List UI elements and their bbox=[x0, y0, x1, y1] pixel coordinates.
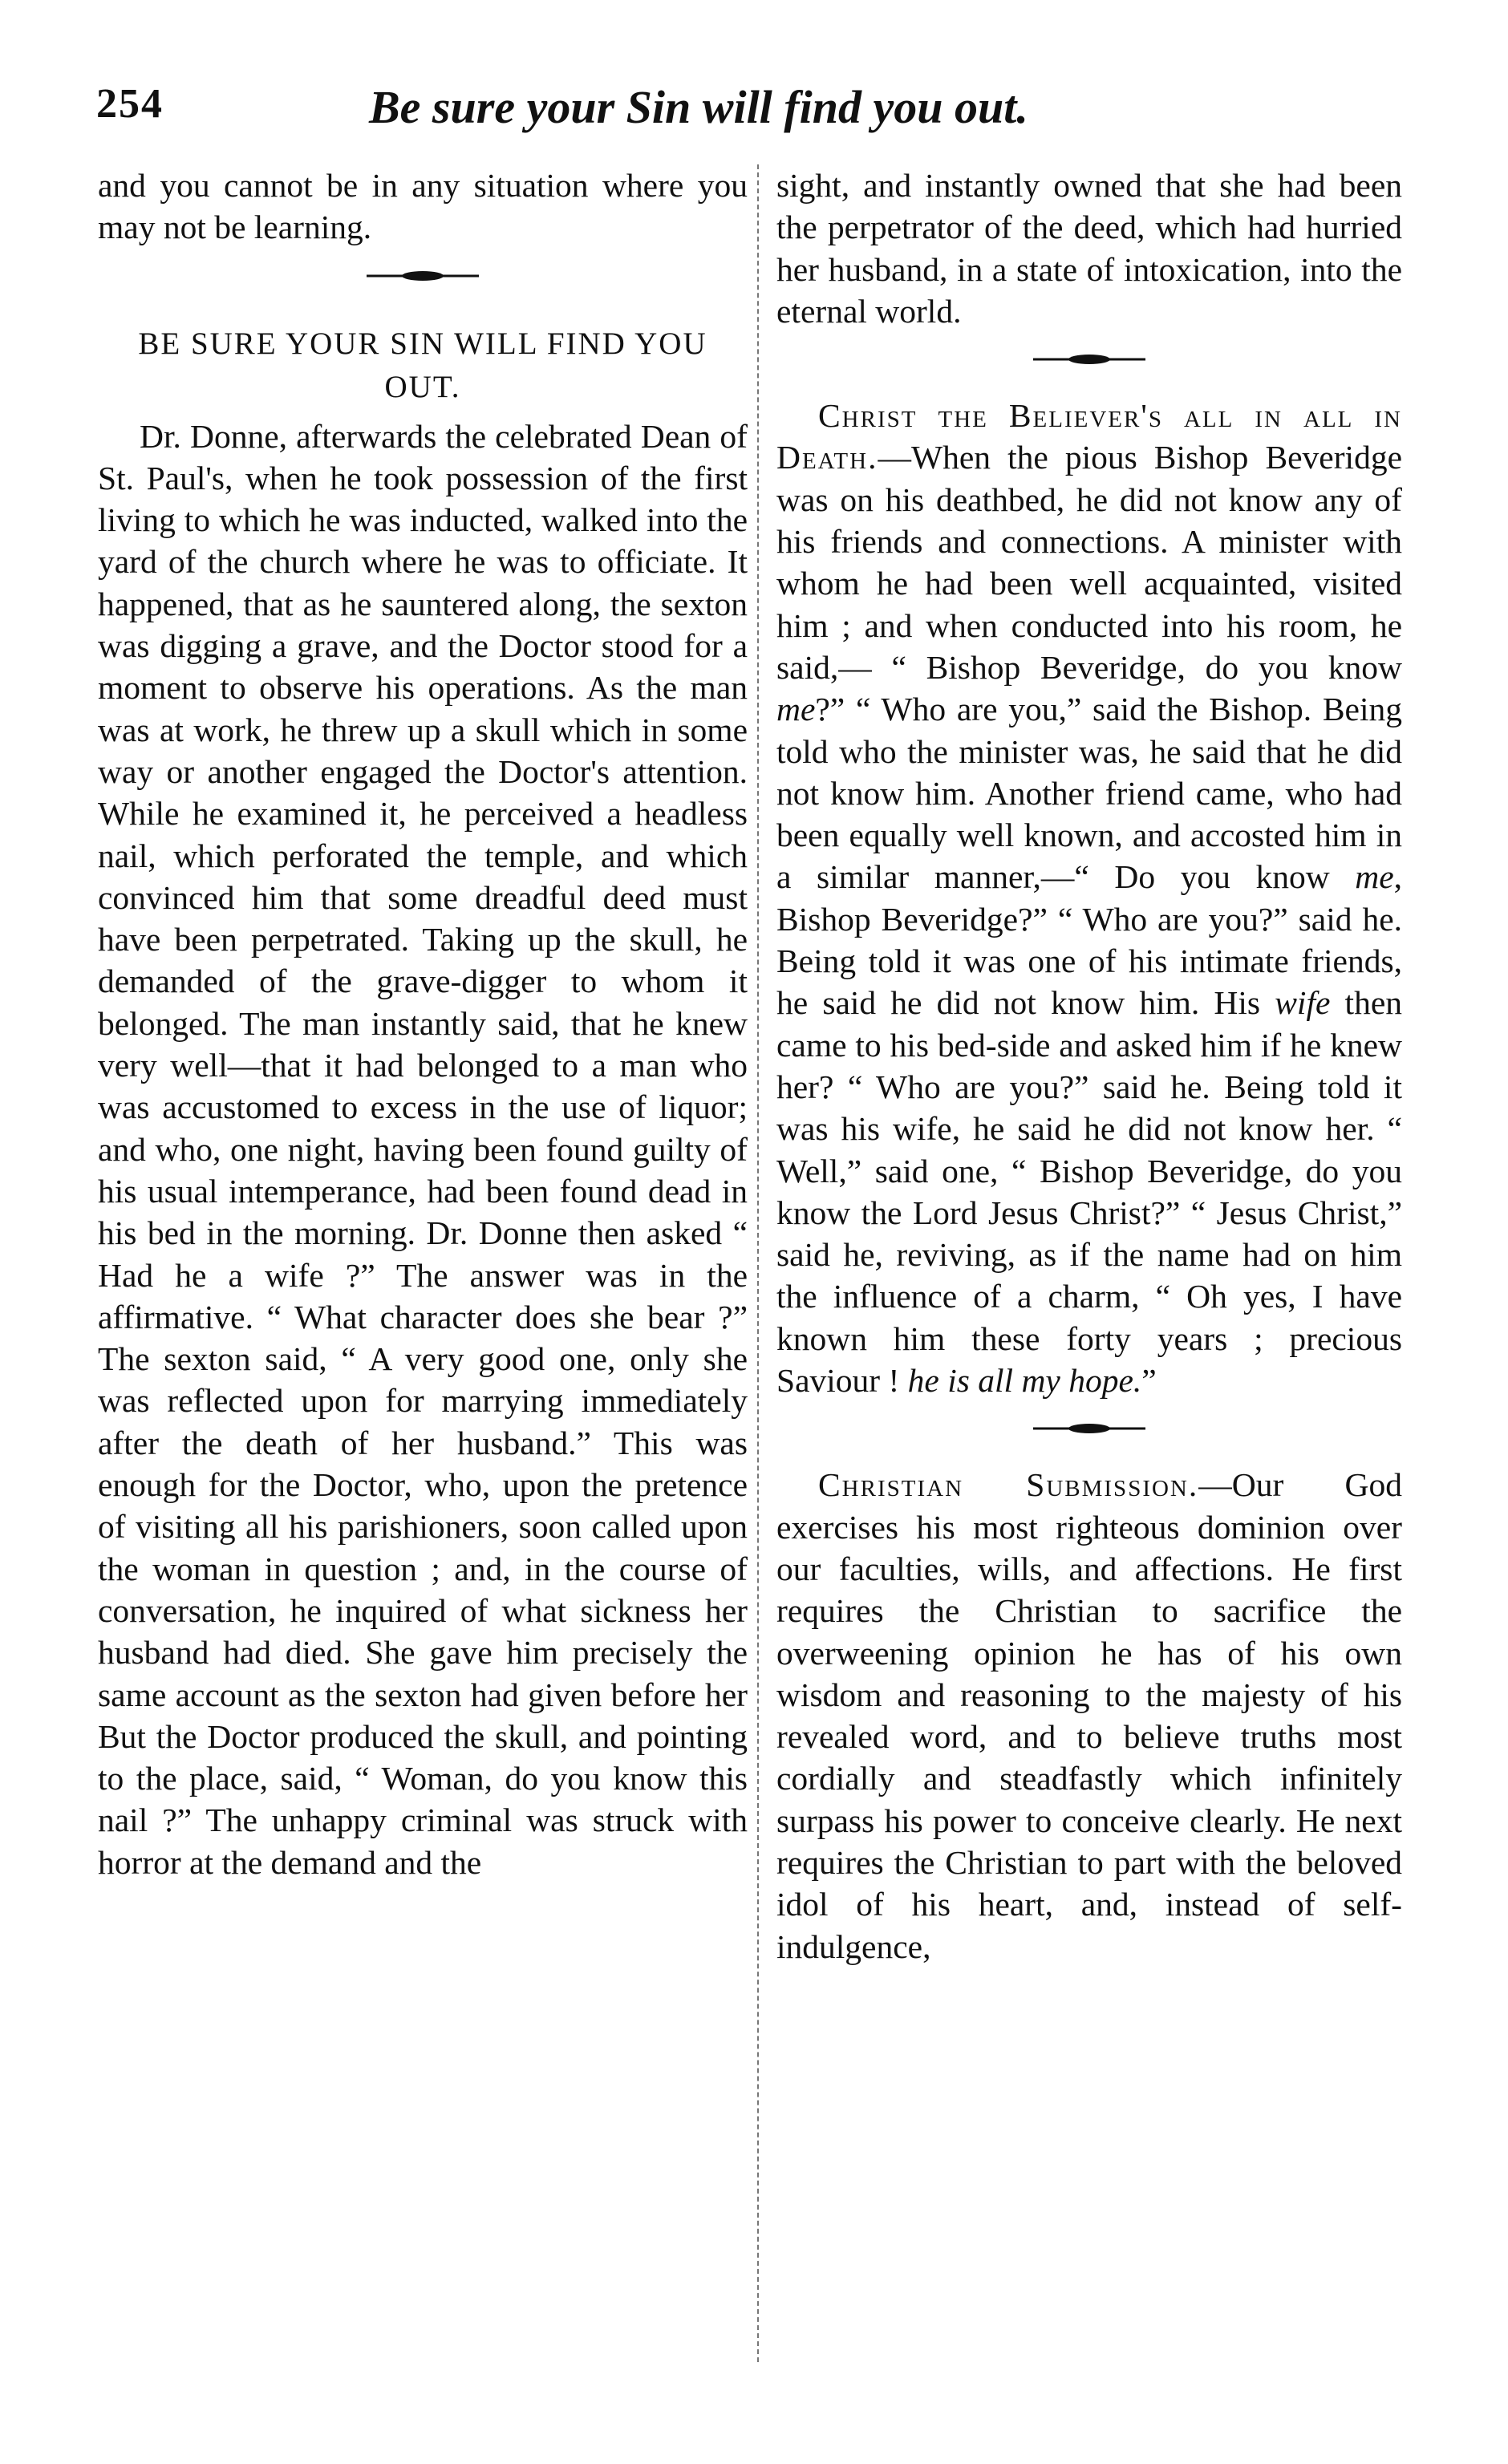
article-body: —When the pious Bishop Beveridge was on his deathbed, he did not know any of his friends and connections. A minister with whom he had been well acquainted, visited him ; and when conducted into his room, he said,— “ Bishop Beveridge, do you know bbox=[776, 439, 1402, 686]
article-body: then came to his bed-side and asked him if he knew her? “ Who are you?” said he. Being told it was his wife, he said he did not know her. “ Well,” said one, “ Bishop Beveridge, do you know the Lord Jesus Christ?” “ Jesus Christ,” said he, reviving, as if the name had on him the influence of a charm, “ Oh yes, I have known him these forty years ; precious Saviour ! bbox=[776, 984, 1403, 1400]
column-divider bbox=[757, 164, 759, 2362]
article-title: Christian Submission. bbox=[818, 1466, 1199, 1504]
left-continuation-text: and you cannot be in any situation where you may not be learning. bbox=[98, 167, 748, 246]
emphasis-text: wife bbox=[1275, 984, 1331, 1022]
section-ornament bbox=[776, 332, 1402, 395]
section-ornament bbox=[776, 1401, 1402, 1464]
article-body: , Bishop Beveridge?” “ Who are you?” said he. Being told it was one of his intimate friends, he said he did not know him. His bbox=[776, 858, 1402, 1022]
article-paragraph bbox=[776, 1464, 1402, 1968]
left-column bbox=[98, 164, 748, 1883]
right-column bbox=[776, 164, 1402, 1968]
page-number: 254 bbox=[96, 81, 164, 127]
article-body: Dr. Donne, afterwards the celebrated Dean of St. Paul's, when he took possession of the first living to which he was inducted, walked into the yard of the church where he was to officiate. It happened, that as he sauntered along, the sexton was digging a grave, and the Doctor stood for a moment to observe his operations. As the man was at work, he threw up a skull which in some way or another engaged the Doctor's attention. While he examined it, he perceived a headless nail, which perforated the temple, and which convinced him that some dreadful deed must have been perpetrated. Taking up the skull, he demanded of the grave-digger to whom it belonged. The man instantly said, that he knew very well—that it had belonged to a man who was accustomed to excess in the use of liquor; and who, one night, having been found guilty of his usual intemperance, had been found dead in his bed in the morning. Dr. Donne then asked “ Had he a wife ?” The answer was in the affirmative. “ What character does she bear ?” The sexton said, “ A very good one, only she was reflected upon for marrying immediately after the death of her husband.” This was enough for the Doctor, who, upon the pretence of visiting all his parishioners, soon called upon the woman in question ; and, in the course of conversation, he inquired of what sickness her husband had died. She gave him precisely the same account as the sexton had given before her But the Doctor produced the skull, and pointing to the place, said, “ Woman, do you know this nail ?” The unhappy criminal was struck with horror at the demand and the bbox=[98, 417, 748, 1881]
section-ornament bbox=[98, 249, 748, 311]
emphasis-text: he is all my hope. bbox=[907, 1362, 1142, 1400]
right-continuation-text: sight, and instantly owned that she had been the perpetrator of the deed, which had hurried her husband, in a state of intoxication, into the eternal world. bbox=[776, 167, 1402, 330]
ornament-rule-icon bbox=[1033, 1422, 1145, 1435]
article-title: BE SURE YOUR SIN WILL FIND YOU OUT. bbox=[138, 326, 707, 404]
running-title: Be sure your Sin will find you out. bbox=[369, 81, 1028, 133]
article-body: ?” “ Who are you,” said the Bishop. Being told who the minister was, he said that he did not know him. Another friend came, who had been equally well known, and accosted him in a similar manner,—“ Do you know bbox=[776, 691, 1402, 896]
article-paragraph bbox=[776, 395, 1402, 1401]
ornament-rule-icon bbox=[1033, 353, 1145, 366]
emphasis-text: me bbox=[776, 691, 816, 728]
article-body: —Our God exercises his most righteous dominion over our faculties, wills, and affections. He first requires the Christian to sacrifice the overweening opinion he has of his own wisdom and reasoning to the majesty of his revealed word, and to believe truths most cordially and steadfastly which infinitely surpass his power to conceive clearly. He next requires the Christian to part with the beloved idol of his heart, and, instead of self-indulgence, bbox=[776, 1466, 1403, 1965]
emphasis-text: me bbox=[1355, 858, 1394, 896]
running-head bbox=[96, 80, 1460, 144]
article-title: Christ the Believer's all in all in Death. bbox=[776, 397, 1402, 476]
article-body: ” bbox=[1141, 1362, 1157, 1400]
ornament-rule-icon bbox=[367, 270, 479, 282]
